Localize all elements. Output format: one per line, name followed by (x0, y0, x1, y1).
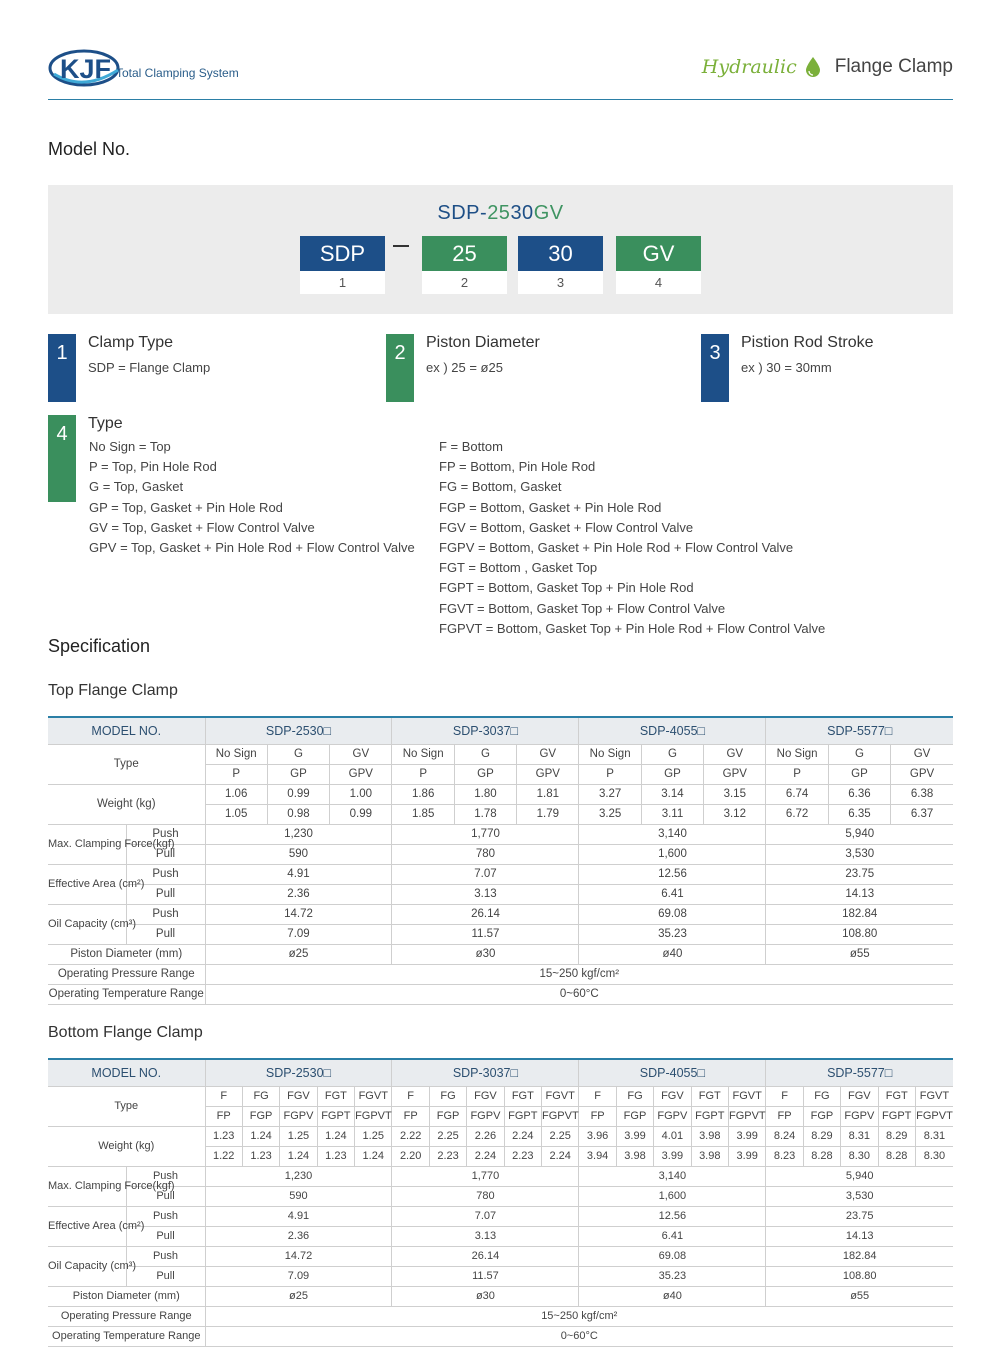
header-product (702, 56, 953, 78)
type-list-top: No Sign = Top P = Top, Pin Hole Rod G = Top, Gasket GP = Top, Gasket + Pin Hole Rod GV = Top, Gasket + Flow Control Valve GPV = Top, Gasket + Pin Hole Rod + Flow Control Valve (89, 439, 415, 556)
model-section-title: Model No. (48, 139, 131, 159)
table-cell: FG (616, 1086, 653, 1106)
table-row (48, 844, 953, 864)
table-cell: ø30 (392, 1286, 579, 1306)
code-num: 2 (422, 271, 507, 294)
table-cell: G (454, 744, 516, 764)
table-cell: 1.24 (280, 1146, 317, 1166)
table-cell: 1,600 (579, 844, 766, 864)
table-cell: 1.25 (280, 1126, 317, 1146)
row-label: Type (48, 744, 205, 784)
table-cell: 1.23 (242, 1146, 279, 1166)
table-cell: FGPV (654, 1106, 691, 1126)
table-cell: 2.22 (392, 1126, 429, 1146)
table-cell: 8.23 (766, 1146, 803, 1166)
table-cell: 1.79 (517, 804, 579, 824)
table-cell: 0.98 (267, 804, 329, 824)
table-row (48, 924, 953, 944)
table-cell: FGPVT (355, 1106, 392, 1126)
table-cell: FGT (317, 1086, 354, 1106)
table-cell: 14.72 (205, 1246, 392, 1266)
table-cell: GV (330, 744, 392, 764)
table-cell: Pull (126, 1186, 205, 1206)
table-cell: No Sign (579, 744, 641, 764)
table-cell: ø40 (579, 1286, 766, 1306)
table-cell: FGT (878, 1086, 915, 1106)
row-label: Operating Temperature Range (48, 984, 205, 1004)
table-cell: 2.24 (467, 1146, 504, 1166)
page-header (48, 38, 953, 100)
table-row (48, 944, 953, 964)
table-cell: FGPVT (728, 1106, 765, 1126)
table-cell: FGP (242, 1106, 279, 1126)
code-num: 1 (300, 271, 385, 294)
table-cell: FG (242, 1086, 279, 1106)
table-cell: FP (766, 1106, 803, 1126)
table-cell: Push (126, 904, 205, 924)
table-cell: Pull (126, 844, 205, 864)
table-cell: 3.99 (728, 1146, 765, 1166)
table-cell: 8.30 (841, 1146, 878, 1166)
table-cell: 15~250 kgf/cm² (205, 1306, 953, 1326)
table-cell: Pull (126, 1226, 205, 1246)
table-cell: 8.29 (878, 1126, 915, 1146)
logo-text: KJF (60, 54, 112, 84)
table-cell: P (205, 764, 267, 784)
table-cell: GV (517, 744, 579, 764)
table-cell: ø25 (205, 944, 392, 964)
table-cell: 3,530 (766, 1186, 953, 1206)
table-cell: 3.94 (579, 1146, 616, 1166)
row-label: Effective Area (cm²) (48, 1206, 126, 1246)
table-cell: FGPT (504, 1106, 541, 1126)
code-num: 3 (518, 271, 603, 294)
table-cell: 35.23 (579, 1266, 766, 1286)
table-cell: FP (392, 1106, 429, 1126)
table-cell: 1.00 (330, 784, 392, 804)
table-cell: FGV (654, 1086, 691, 1106)
table-cell: FGVT (728, 1086, 765, 1106)
table-header-row (48, 1059, 953, 1086)
table-row (48, 1206, 953, 1226)
table-cell: FGV (841, 1086, 878, 1106)
table-cell: P (766, 764, 828, 784)
table-cell: FGT (691, 1086, 728, 1106)
table-cell: G (828, 744, 890, 764)
model-cell: SDP-5577□ (766, 1059, 953, 1086)
table-cell: FGP (429, 1106, 466, 1126)
table-cell: 3.99 (616, 1126, 653, 1146)
model-label-cell: MODEL NO. (48, 1059, 205, 1086)
table-cell: FGPT (878, 1106, 915, 1126)
table-cell: 2.26 (467, 1126, 504, 1146)
table-cell: 23.75 (766, 864, 953, 884)
table-cell: 3.96 (579, 1126, 616, 1146)
table-cell: 12.56 (579, 864, 766, 884)
table-cell: 1.25 (355, 1126, 392, 1146)
table-cell: Pull (126, 924, 205, 944)
row-label: Max. Clamping Force(kgf) (48, 1166, 126, 1206)
table-cell: 2.24 (504, 1126, 541, 1146)
table-cell: 12.56 (579, 1206, 766, 1226)
code-part-4 (616, 236, 701, 294)
top-flange-title: Top Flange Clamp (48, 682, 178, 699)
table-cell: 2.20 (392, 1146, 429, 1166)
table-row (48, 1246, 953, 1266)
table-cell: 1.86 (392, 784, 454, 804)
code-part-2 (422, 236, 507, 294)
table-cell: 4.91 (205, 864, 392, 884)
table-cell: 1.24 (355, 1146, 392, 1166)
spec-section-title: Specification (48, 636, 151, 656)
table-row (48, 1186, 953, 1206)
model-example: SDP-2530GV (437, 202, 564, 224)
table-cell: 6.41 (579, 1226, 766, 1246)
table-cell: FGPT (691, 1106, 728, 1126)
category-label: Hydraulic (701, 56, 797, 78)
table-cell: 590 (205, 1186, 392, 1206)
product-title: Flange Clamp (834, 56, 953, 77)
tagline: Total Clamping System (116, 66, 239, 80)
table-cell: 2.24 (542, 1146, 579, 1166)
table-cell: 1.80 (454, 784, 516, 804)
table-cell: 1,770 (392, 1166, 579, 1186)
table-cell: G (267, 744, 329, 764)
table-cell: GP (454, 764, 516, 784)
table-cell: FG (429, 1086, 466, 1106)
table-cell: 11.57 (392, 924, 579, 944)
table-cell: Push (126, 1166, 205, 1186)
table-cell: FGPVT (915, 1106, 953, 1126)
table-row (48, 784, 953, 804)
table-cell: 26.14 (392, 904, 579, 924)
table-row (48, 1266, 953, 1286)
table-cell: GV (891, 744, 953, 764)
table-cell: F (392, 1086, 429, 1106)
table-cell: FG (803, 1086, 840, 1106)
table-cell: 108.80 (766, 924, 953, 944)
table-cell: 26.14 (392, 1246, 579, 1266)
table-cell: 3.15 (704, 784, 766, 804)
bottom-flange-table (48, 1058, 953, 1347)
table-cell: 8.31 (841, 1126, 878, 1146)
table-cell: F (205, 1086, 242, 1106)
table-cell: 2.25 (429, 1126, 466, 1146)
table-cell: GV (704, 744, 766, 764)
table-cell: ø30 (392, 944, 579, 964)
table-cell: 69.08 (579, 904, 766, 924)
table-cell: FGP (616, 1106, 653, 1126)
table-cell: ø25 (205, 1286, 392, 1306)
table-cell: 14.72 (205, 904, 392, 924)
model-label-cell: MODEL NO. (48, 717, 205, 744)
table-row (48, 1306, 953, 1326)
table-row (48, 1326, 953, 1346)
table-cell: FGPVT (542, 1106, 579, 1126)
table-cell: FGP (803, 1106, 840, 1126)
table-cell: 2.25 (542, 1126, 579, 1146)
table-cell: 3.25 (579, 804, 641, 824)
code-part-1 (300, 236, 385, 294)
table-cell: 7.09 (205, 924, 392, 944)
table-cell: GPV (330, 764, 392, 784)
table-cell: FGPV (841, 1106, 878, 1126)
table-cell: 1,600 (579, 1186, 766, 1206)
table-cell: 1.24 (242, 1126, 279, 1146)
table-cell: 7.09 (205, 1266, 392, 1286)
table-cell: 8.30 (915, 1146, 953, 1166)
table-cell: 14.13 (766, 884, 953, 904)
table-cell: 1.06 (205, 784, 267, 804)
table-cell: No Sign (392, 744, 454, 764)
table-cell: 14.13 (766, 1226, 953, 1246)
table-cell: FGPV (280, 1106, 317, 1126)
table-cell: 780 (392, 844, 579, 864)
table-row (48, 1126, 953, 1146)
model-code-box (48, 185, 953, 314)
table-cell: 0~60°C (205, 1326, 953, 1346)
table-cell: ø55 (766, 944, 953, 964)
table-cell: 182.84 (766, 1246, 953, 1266)
table-cell: 3.13 (392, 884, 579, 904)
row-label: Oil Capacity (cm³) (48, 1246, 126, 1286)
table-cell: 6.74 (766, 784, 828, 804)
table-cell: Push (126, 1246, 205, 1266)
table-cell: 1.05 (205, 804, 267, 824)
table-cell: 6.35 (828, 804, 890, 824)
table-cell: FGPT (317, 1106, 354, 1126)
table-cell: 0.99 (267, 784, 329, 804)
table-row (48, 904, 953, 924)
table-cell: 3.98 (691, 1146, 728, 1166)
table-cell: 1.78 (454, 804, 516, 824)
table-row (48, 884, 953, 904)
code-chip: GV (616, 236, 701, 271)
table-cell: 11.57 (392, 1266, 579, 1286)
table-cell: 7.07 (392, 864, 579, 884)
table-cell: FGVT (355, 1086, 392, 1106)
table-cell: 3.27 (579, 784, 641, 804)
table-row (48, 1286, 953, 1306)
table-cell: 6.36 (828, 784, 890, 804)
table-row (48, 1226, 953, 1246)
table-cell: G (641, 744, 703, 764)
table-cell: 3.13 (392, 1226, 579, 1246)
table-cell: 108.80 (766, 1266, 953, 1286)
row-label: Type (48, 1086, 205, 1126)
code-separator (393, 245, 409, 247)
row-label: Piston Diameter (mm) (48, 944, 205, 964)
table-cell: 8.28 (803, 1146, 840, 1166)
table-cell: 6.37 (891, 804, 953, 824)
code-num: 4 (616, 271, 701, 294)
table-cell: 1.23 (205, 1126, 242, 1146)
table-cell: 5,940 (766, 1166, 953, 1186)
table-cell: 3.12 (704, 804, 766, 824)
model-cell: SDP-5577□ (766, 717, 953, 744)
type-list-bottom: F = Bottom FP = Bottom, Pin Hole Rod FG = Bottom, Gasket FGP = Bottom, Gasket + Pin Hole Rod FGV = Bottom, Gasket + Flow Control Valve FGPV = Bottom, Gasket + Pin Hole Rod + Flow Control Valve FGT = Bottom , Gasket Top FGPT = Bottom, Gasket Top + Pin Hole Rod FGVT = Bottom, Gasket Top + Flow Control Valve FGPVT = Bottom, Gasket Top + Pin Hole Rod + Flow Control Valve (439, 439, 826, 636)
table-cell: 3.14 (641, 784, 703, 804)
table-cell: F (579, 1086, 616, 1106)
table-cell: 3,140 (579, 1166, 766, 1186)
table-cell: 2.36 (205, 1226, 392, 1246)
table-row (48, 744, 953, 764)
table-row (48, 1086, 953, 1106)
table-cell: 3.99 (728, 1126, 765, 1146)
table-cell: No Sign (205, 744, 267, 764)
table-cell: 1,230 (205, 1166, 392, 1186)
table-row (48, 984, 953, 1004)
row-label: Operating Pressure Range (48, 1306, 205, 1326)
table-cell: 1.24 (317, 1126, 354, 1146)
table-cell: 35.23 (579, 924, 766, 944)
table-cell: FGV (280, 1086, 317, 1106)
table-cell: 7.07 (392, 1206, 579, 1226)
table-cell: 3,530 (766, 844, 953, 864)
table-cell: 3.98 (616, 1146, 653, 1166)
table-row (48, 864, 953, 884)
table-cell: P (392, 764, 454, 784)
table-cell: 1,230 (205, 824, 392, 844)
model-cell: SDP-4055□ (579, 717, 766, 744)
table-cell: 1.22 (205, 1146, 242, 1166)
model-cell: SDP-3037□ (392, 717, 579, 744)
top-flange-table (48, 716, 953, 1005)
table-cell: Push (126, 824, 205, 844)
table-cell: 6.41 (579, 884, 766, 904)
code-chip: SDP (300, 236, 385, 271)
table-cell: 3.98 (691, 1126, 728, 1146)
table-cell: 23.75 (766, 1206, 953, 1226)
table-row (48, 964, 953, 984)
table-cell: 2.36 (205, 884, 392, 904)
row-label: Operating Temperature Range (48, 1326, 205, 1346)
table-cell: 8.24 (766, 1126, 803, 1146)
table-cell: F (766, 1086, 803, 1106)
table-cell: 2.23 (504, 1146, 541, 1166)
table-cell: GPV (704, 764, 766, 784)
table-cell: FP (205, 1106, 242, 1126)
bottom-flange-title: Bottom Flange Clamp (48, 1024, 203, 1041)
table-cell: Pull (126, 1266, 205, 1286)
table-row (48, 824, 953, 844)
table-cell: 3,140 (579, 824, 766, 844)
table-cell: 8.28 (878, 1146, 915, 1166)
table-cell: 5,940 (766, 824, 953, 844)
kjf-logo (48, 40, 248, 90)
code-part-3 (518, 236, 603, 294)
table-cell: 182.84 (766, 904, 953, 924)
table-cell: GP (828, 764, 890, 784)
table-cell: Push (126, 1206, 205, 1226)
table-cell: 4.01 (654, 1126, 691, 1146)
model-cell: SDP-4055□ (579, 1059, 766, 1086)
table-cell: FGPV (467, 1106, 504, 1126)
code-chip: 30 (518, 236, 603, 271)
row-label: Max. Clamping Force(kgf) (48, 824, 126, 864)
table-cell: 0~60°C (205, 984, 953, 1004)
table-cell: 8.31 (915, 1126, 953, 1146)
table-cell: Push (126, 864, 205, 884)
table-cell: GPV (891, 764, 953, 784)
table-cell: ø40 (579, 944, 766, 964)
table-cell: GP (641, 764, 703, 784)
table-header-row (48, 717, 953, 744)
table-cell: 3.99 (654, 1146, 691, 1166)
table-cell: P (579, 764, 641, 784)
table-cell: FGVT (542, 1086, 579, 1106)
row-label: Weight (kg) (48, 784, 205, 824)
table-cell: FGT (504, 1086, 541, 1106)
table-cell: 4.91 (205, 1206, 392, 1226)
table-cell: 15~250 kgf/cm² (205, 964, 953, 984)
table-cell: 1,770 (392, 824, 579, 844)
code-chip: 25 (422, 236, 507, 271)
row-label: Oil Capacity (cm³) (48, 904, 126, 944)
table-cell: FP (579, 1106, 616, 1126)
table-cell: GP (267, 764, 329, 784)
table-cell: 590 (205, 844, 392, 864)
table-cell: 0.99 (330, 804, 392, 824)
row-label: Operating Pressure Range (48, 964, 205, 984)
table-cell: 1.23 (317, 1146, 354, 1166)
table-cell: 8.29 (803, 1126, 840, 1146)
model-cell: SDP-2530□ (205, 717, 392, 744)
table-cell: 2.23 (429, 1146, 466, 1166)
table-cell: 1.85 (392, 804, 454, 824)
model-cell: SDP-3037□ (392, 1059, 579, 1086)
row-label: Weight (kg) (48, 1126, 205, 1166)
table-cell: 6.72 (766, 804, 828, 824)
row-label: Piston Diameter (mm) (48, 1286, 205, 1306)
row-label: Effective Area (cm²) (48, 864, 126, 904)
table-cell: ø55 (766, 1286, 953, 1306)
table-cell: Pull (126, 884, 205, 904)
table-cell: 1.81 (517, 784, 579, 804)
table-cell: 69.08 (579, 1246, 766, 1266)
model-cell: SDP-2530□ (205, 1059, 392, 1086)
table-cell: GPV (517, 764, 579, 784)
table-cell: FGV (467, 1086, 504, 1106)
table-cell: FGVT (915, 1086, 953, 1106)
table-cell: 6.38 (891, 784, 953, 804)
table-cell: No Sign (766, 744, 828, 764)
oil-drop-icon (805, 56, 821, 78)
table-row (48, 1166, 953, 1186)
table-cell: 3.11 (641, 804, 703, 824)
table-cell: 780 (392, 1186, 579, 1206)
